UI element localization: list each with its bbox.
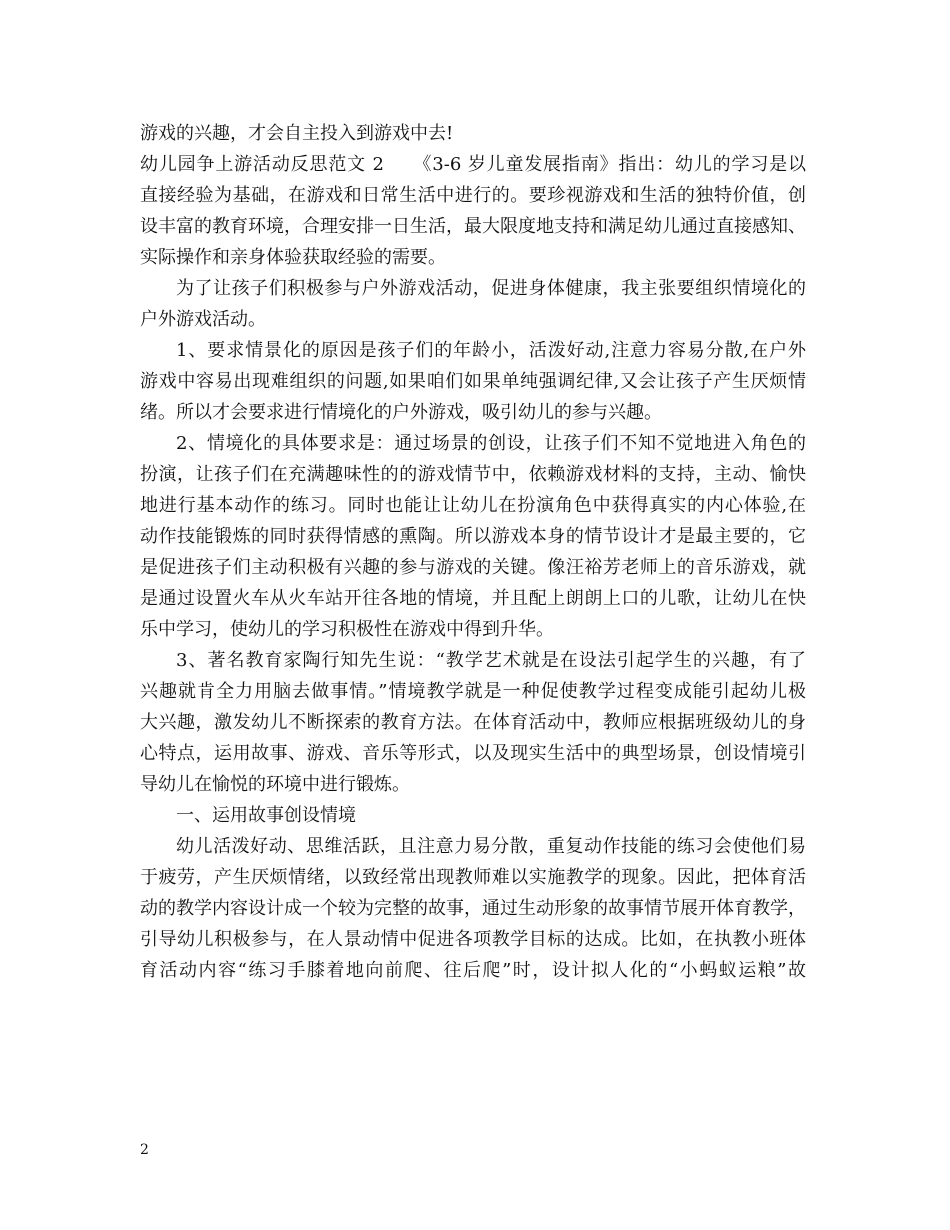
text-line: 大兴趣，激发幼儿不断探索的教育方法。在体育活动中，教师应根据班级幼儿的身 <box>140 712 806 733</box>
text-line: 游戏中容易出现难组织的问题,如果咱们如果单纯强调纪律,又会让孩子产生厌烦情 <box>140 371 806 392</box>
text-line: 导幼儿在愉悦的环境中进行锻炼。 <box>140 774 410 795</box>
text-line: 2、情境化的具体要求是：通过场景的创设，让孩子们不知不觉地进入角色的 <box>176 433 806 454</box>
text-line: 是促进孩子们主动积极有兴趣的参与游戏的关键。像汪裕芳老师上的音乐游戏，就 <box>140 557 806 578</box>
text-line: 实际操作和亲身体验获取经验的需要。 <box>140 247 446 268</box>
text-line: 3、著名教育家陶行知先生说：“教学艺术就是在设法引起学生的兴趣，有了 <box>176 650 806 671</box>
text-line: 地进行基本动作的练习。同时也能让让幼儿在扮演角色中获得真实的内心体验,在 <box>140 495 806 516</box>
text-line: 乐中学习，使幼儿的学习积极性在游戏中得到升华。 <box>140 619 554 640</box>
text-line: 是通过设置火车从火车站开往各地的情境，并且配上朗朗上口的儿歌，让幼儿在快 <box>140 588 806 609</box>
text-line: 心特点，运用故事、游戏、音乐等形式，以及现实生活中的典型场景，创设情境引 <box>140 743 806 764</box>
text-line: 设丰富的教育环境，合理安排一日生活，最大限度地支持和满足幼儿通过直接感知、 <box>140 216 806 237</box>
text-line: 育活动内容“练习手膝着地向前爬、往后爬”时，设计拟人化的“小蚂蚁运粮”故 <box>140 960 806 981</box>
text-line: 幼儿活泼好动、思维活跃，且注意力易分散，重复动作技能的练习会使他们易 <box>176 836 806 857</box>
text-line: 1、要求情景化的原因是孩子们的年龄小，活泼好动,注意力容易分散,在户外 <box>176 340 806 361</box>
text-line: 直接经验为基础，在游戏和日常生活中进行的。要珍视游戏和生活的独特价值，创 <box>140 185 806 206</box>
document-body <box>140 118 806 986</box>
text-line: 幼儿园争上游活动反思范文 2 《3-6 岁儿童发展指南》指出：幼儿的学习是以 <box>140 154 806 175</box>
text-line: 兴趣就肯全力用脑去做事情。”情境教学就是一种促使教学过程变成能引起幼儿极 <box>140 681 806 702</box>
page-number: 2 <box>140 1142 149 1158</box>
text-line: 扮演，让孩子们在充满趣味性的的游戏情节中，依赖游戏材料的支持，主动、愉快 <box>140 464 806 485</box>
text-line: 户外游戏活动。 <box>140 309 266 330</box>
text-line: 于疲劳，产生厌烦情绪，以致经常出现教师难以实施教学的现象。因此，把体育活 <box>140 867 806 888</box>
section-heading: 一、运用故事创设情境 <box>176 805 356 826</box>
text-line: 动的教学内容设计成一个较为完整的故事，通过生动形象的故事情节展开体育教学， <box>140 898 806 919</box>
text-line: 引导幼儿积极参与，在人景动情中促进各项教学目标的达成。比如，在执教小班体 <box>140 929 806 950</box>
text-line: 绪。所以才会要求进行情境化的户外游戏，吸引幼儿的参与兴趣。 <box>140 402 662 423</box>
text-line: 动作技能锻炼的同时获得情感的熏陶。所以游戏本身的情节设计才是最主要的，它 <box>140 526 806 547</box>
text-line: 为了让孩子们积极参与户外游戏活动，促进身体健康，我主张要组织情境化的 <box>176 278 806 299</box>
text-line: 游戏的兴趣，才会自主投入到游戏中去! <box>140 123 454 144</box>
